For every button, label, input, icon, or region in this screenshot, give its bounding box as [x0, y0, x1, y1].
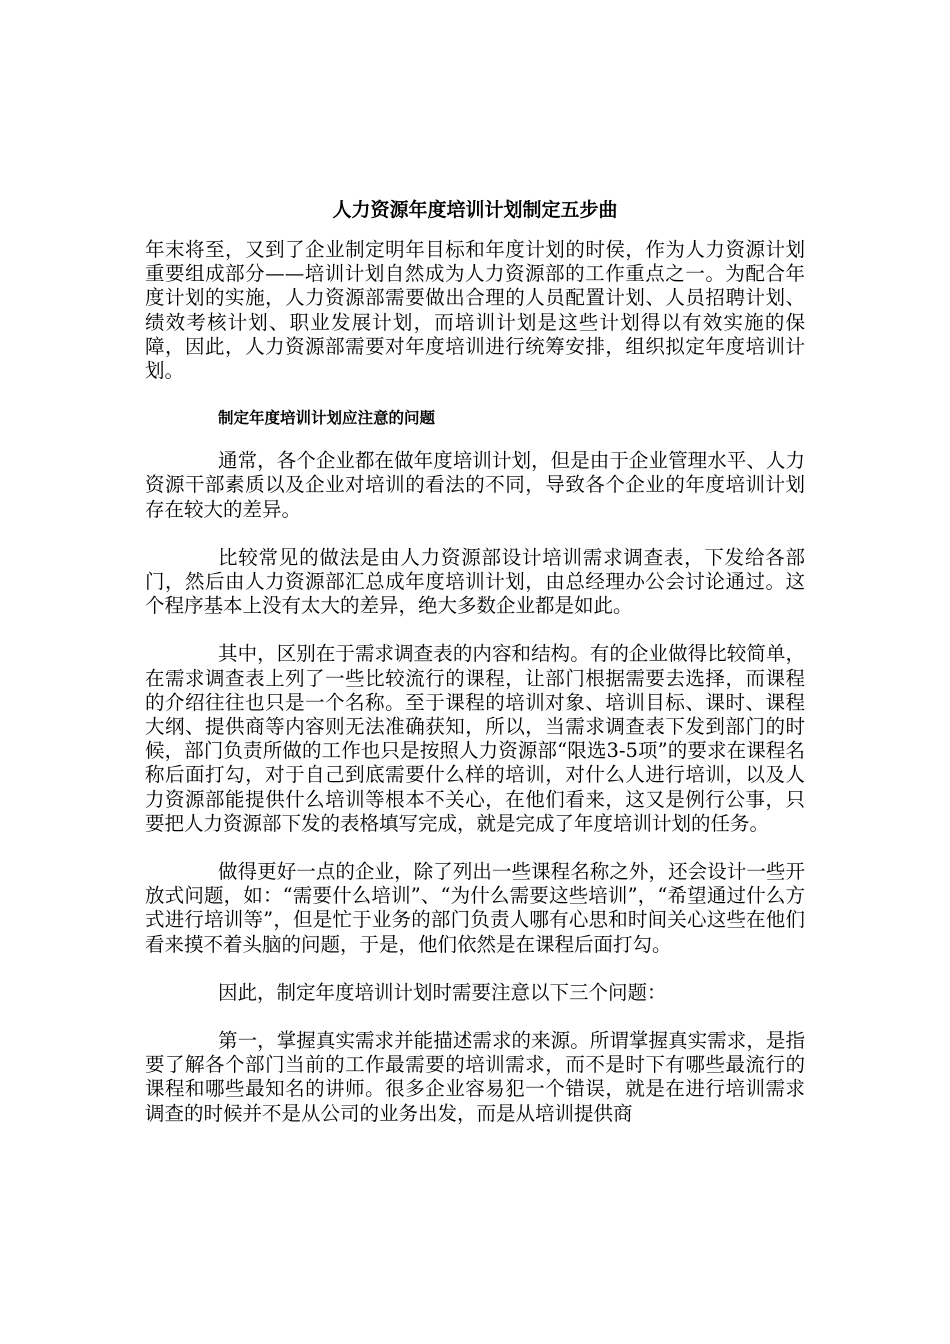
document-page [145, 196, 805, 1150]
document-title: 人力资源年度培训计划制定五步曲 [332, 199, 618, 221]
intro-paragraph: 年末将至，又到了企业制定明年目标和年度计划的时侯，作为人力资源计划重要组成部分——培训计划自然成为人力资源部的工作重点之一。为配合年度计划的实施，人力资源部需要做出合理的人员配置计划、人员招聘计划、绩效考核计划、职业发展计划，而培训计划是这些计划得以有效实施的保障，因此，人力资源部需要对年度培训进行统筹安排，组织拟定年度培训计划。 [145, 238, 805, 383]
body-paragraph: 因此，制定年度培训计划时需要注意以下三个问题： [218, 980, 667, 1004]
section-heading: 制定年度培训计划应注意的问题 [218, 409, 436, 428]
body-paragraph: 比较常见的做法是由人力资源部设计培训需求调查表，下发给各部门，然后由人力资源部汇总成年度培训计划，由总经理办公会讨论通过。这个程序基本上没有太大的差异，绝大多数企业都是如此。 [145, 545, 805, 618]
body-paragraph: 第一，掌握真实需求并能描述需求的来源。所谓掌握真实需求，是指要了解各个部门当前的工作最需要的培训需求，而不是时下有哪些最流行的课程和哪些最知名的讲师。很多企业容易犯一个错误，就是在进行培训需求调查的时候并不是从公司的业务出发，而是从培训提供商 [145, 1029, 805, 1125]
body-paragraph: 通常，各个企业都在做年度培训计划，但是由于企业管理水平、人力资源干部素质以及企业对培训的看法的不同，导致各个企业的年度培训计划存在较大的差异。 [145, 449, 805, 521]
body-paragraph: 做得更好一点的企业，除了列出一些课程名称之外，还会设计一些开放式问题，如：“需要什么培训”、“为什么需要这些培训”，“希望通过什么方式进行培训等”，但是忙于业务的部门负责人哪有心思和时间关心这些在他们看来摸不着头脑的问题，于是，他们依然是在课程后面打勾。 [145, 860, 805, 956]
body-paragraph: 其中，区别在于需求调查表的内容和结构。有的企业做得比较简单，在需求调查表上列了一些比较流行的课程，让部门根据需要去选择，而课程的介绍往往也只是一个名称。至于课程的培训对象、培训目标、课时、课程大纲、提供商等内容则无法准确获知，所以，当需求调查表下发到部门的时候，部门负责所做的工作也只是按照人力资源部“限选3-5项”的要求在课程名称后面打勾，对于自己到底需要什么样的培训，对什么人进行培训，以及人力资源部能提供什么培训等根本不关心，在他们看来，这又是例行公事，只要把人力资源部下发的表格填写完成，就是完成了年度培训计划的任务。 [145, 642, 805, 835]
